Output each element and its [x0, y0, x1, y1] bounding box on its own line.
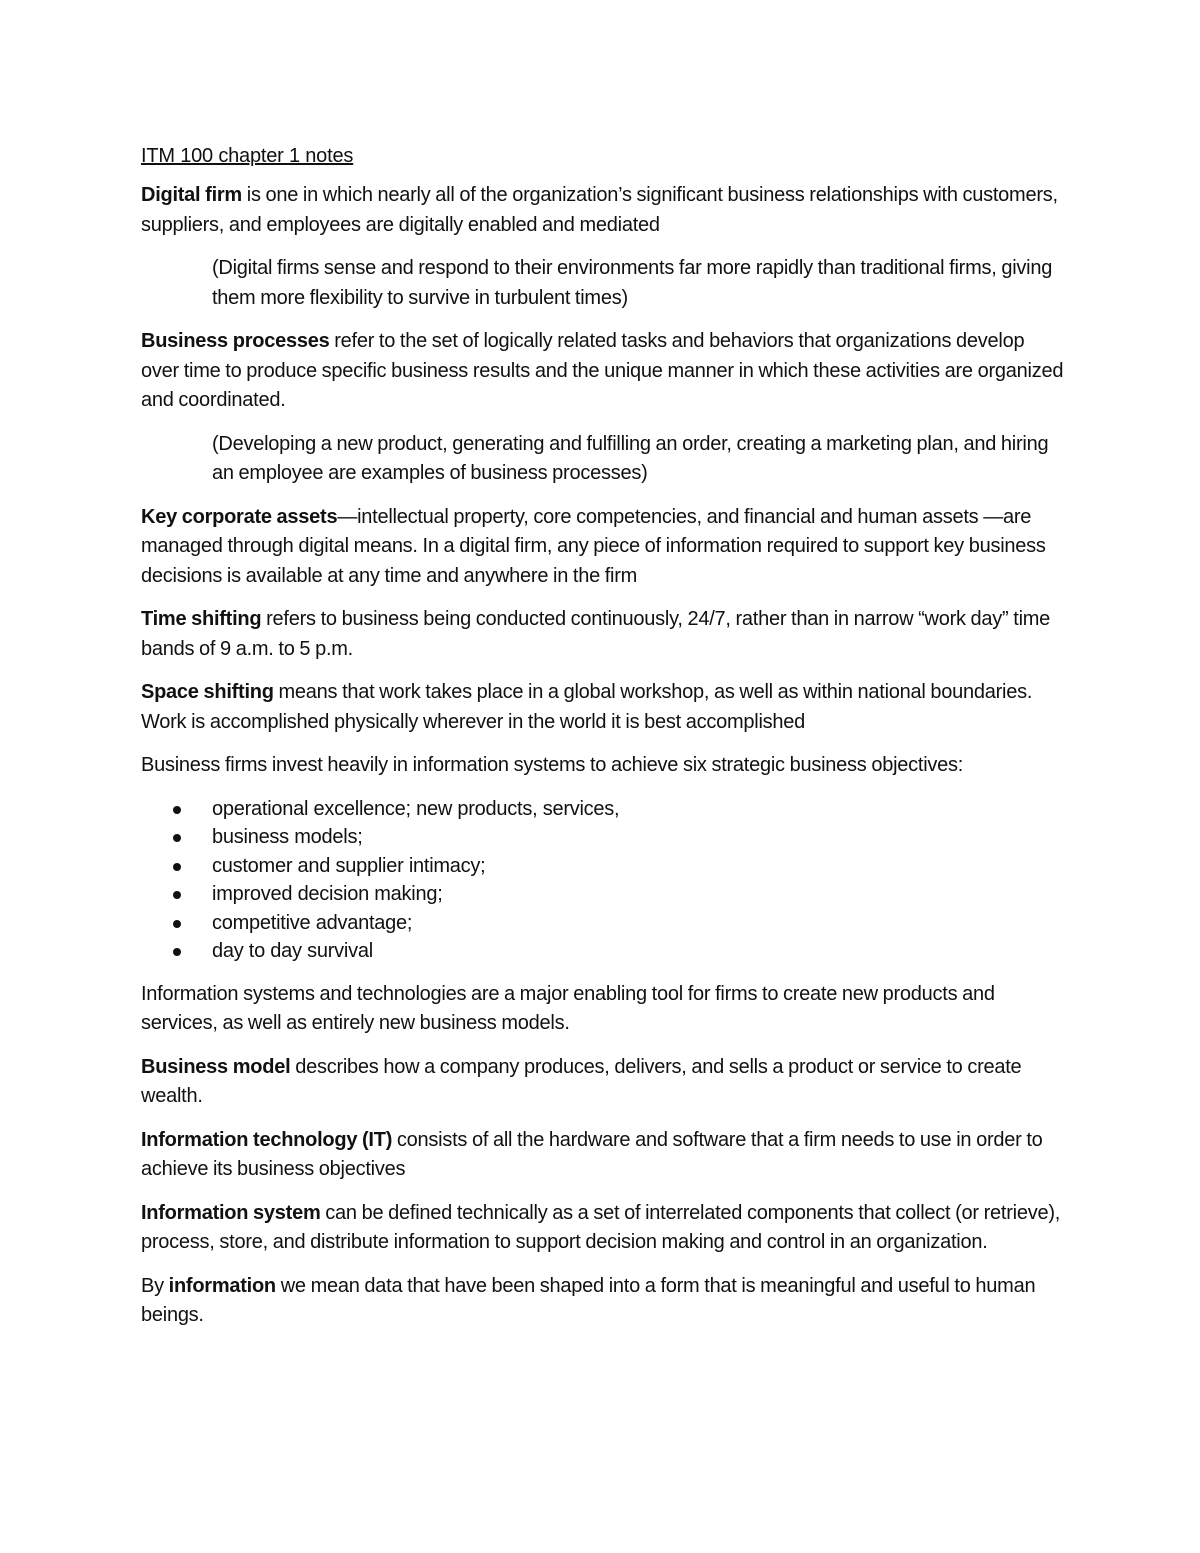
definition-text: —intellectual property, core competencies, and financial and human assets —are managed through digital means. In a digital firm, any piece of information required to support key business decisions is available at any time and anywhere in the firm	[141, 505, 1046, 587]
term-label: Business model	[141, 1055, 291, 1078]
bullet-icon	[173, 863, 181, 871]
definition-text: is one in which nearly all of the organization’s significant business relationships with customers, suppliers, and employees are digitally enabled and mediated	[141, 184, 1058, 236]
term-label: Key corporate assets	[141, 505, 338, 528]
definition-key-corporate-assets	[141, 503, 1066, 592]
term-label: information	[168, 1274, 276, 1297]
objectives-list	[141, 795, 1066, 966]
bullet-icon	[173, 806, 181, 814]
note-digital-firm: (Digital firms sense and respond to their environments far more rapidly than traditional firms, giving them more flexibility to survive in turbulent times)	[212, 257, 1053, 309]
paragraph-enabling-tool: Information systems and technologies are a major enabling tool for firms to create new products and services, as well as entirely new business models.	[141, 982, 995, 1034]
term-label: Space shifting	[141, 681, 274, 703]
definition-time-shifting	[141, 605, 1066, 664]
bullet-icon	[173, 834, 181, 842]
definition-business-processes	[141, 327, 1066, 416]
definition-text: refer to the set of logically related tasks and behaviors that organizations develop over time to produce specific business results and the unique manner in which these activities are organized and coordinated.	[141, 330, 1064, 411]
definition-space-shifting	[141, 678, 1066, 737]
term-label: Information system	[141, 1201, 321, 1224]
definition-digital-firm	[141, 181, 1066, 240]
definition-text: means that work takes place in a global workshop, as well as within national boundaries. Work is accomplished physically wherever in the world it is best accomplished	[141, 681, 1033, 733]
list-item: operational excellence; new products, services,	[141, 795, 1066, 824]
bullet-icon	[173, 948, 181, 956]
definition-business-model	[141, 1053, 1066, 1112]
definition-prefix: By	[141, 1274, 169, 1297]
list-item: customer and supplier intimacy;	[141, 852, 1066, 881]
definition-information-system	[141, 1199, 1066, 1258]
page-title: ITM 100 chapter 1 notes	[141, 145, 354, 167]
list-item: competitive advantage;	[141, 909, 1066, 938]
definition-text: consists of all the hardware and software that a firm needs to use in order to achieve its business objectives	[141, 1128, 1043, 1180]
objectives-intro: Business firms invest heavily in information systems to achieve six strategic business objectives:	[141, 754, 964, 776]
note-business-processes: (Developing a new product, generating and fulfilling an order, creating a marketing plan, and hiring an employee are examples of business processes)	[212, 432, 1049, 484]
definition-text: describes how a company produces, delivers, and sells a product or service to create wealth.	[141, 1055, 1022, 1107]
definition-information-technology	[141, 1126, 1066, 1185]
list-item: business models;	[141, 823, 1066, 852]
document-page	[141, 141, 1066, 1345]
term-label: Time shifting	[141, 608, 262, 630]
definition-text: can be defined technically as a set of interrelated components that collect (or retrieve), process, store, and distribute information to support decision making and control in an organization.	[141, 1201, 1061, 1253]
term-label: Information technology (IT)	[141, 1128, 393, 1151]
definition-text: we mean data that have been shaped into a form that is meaningful and useful to human beings.	[141, 1274, 1036, 1326]
bullet-icon	[173, 920, 181, 928]
bullet-icon	[173, 891, 181, 899]
definition-text: refers to business being conducted continuously, 24/7, rather than in narrow “work day” time bands of 9 a.m. to 5 p.m.	[141, 608, 1051, 660]
definition-information	[141, 1272, 1066, 1331]
term-label: Business processes	[141, 330, 330, 352]
term-label: Digital firm	[141, 184, 242, 206]
list-item: day to day survival	[141, 937, 1066, 966]
list-item: improved decision making;	[141, 880, 1066, 909]
